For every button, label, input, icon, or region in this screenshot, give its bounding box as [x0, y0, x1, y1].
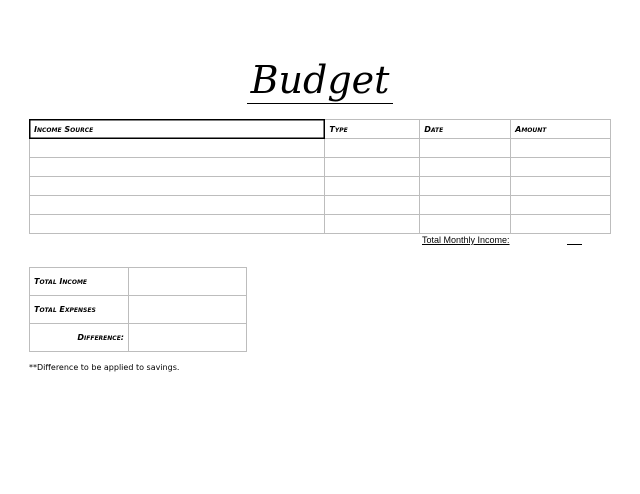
difference-label: Difference:: [30, 324, 129, 352]
total-income-value[interactable]: [129, 268, 247, 296]
savings-note: **Difference to be applied to savings.: [29, 363, 180, 372]
cell-date[interactable]: [420, 196, 511, 215]
header-income-source[interactable]: Income Source: [30, 120, 325, 139]
cell-amount[interactable]: [511, 158, 611, 177]
cell-income-source[interactable]: [30, 158, 325, 177]
cell-type[interactable]: [325, 139, 420, 158]
cell-amount[interactable]: [511, 215, 611, 234]
difference-value[interactable]: [129, 324, 247, 352]
cell-income-source[interactable]: [30, 177, 325, 196]
total-monthly-income-label: Total Monthly Income:: [422, 235, 510, 245]
cell-amount[interactable]: [511, 177, 611, 196]
table-row: [30, 139, 611, 158]
cell-date[interactable]: [420, 139, 511, 158]
cell-type[interactable]: [325, 177, 420, 196]
income-table: [29, 119, 611, 234]
cell-type[interactable]: [325, 196, 420, 215]
table-row: [30, 215, 611, 234]
summary-table: [29, 267, 247, 352]
table-row: [30, 158, 611, 177]
cell-income-source[interactable]: [30, 196, 325, 215]
total-monthly-income-blank[interactable]: [567, 244, 582, 245]
cell-type[interactable]: [325, 158, 420, 177]
title-text: Budget: [247, 58, 394, 104]
cell-income-source[interactable]: [30, 215, 325, 234]
document-title: [0, 58, 640, 102]
cell-date[interactable]: [420, 177, 511, 196]
income-header-row: [30, 120, 611, 139]
total-income-label: Total Income: [30, 268, 129, 296]
table-row: [30, 177, 611, 196]
total-expenses-label: Total Expenses: [30, 296, 129, 324]
cell-date[interactable]: [420, 158, 511, 177]
cell-amount[interactable]: [511, 196, 611, 215]
header-date[interactable]: Date: [420, 120, 511, 139]
cell-income-source[interactable]: [30, 139, 325, 158]
summary-row-total-income: [30, 268, 247, 296]
total-expenses-value[interactable]: [129, 296, 247, 324]
cell-type[interactable]: [325, 215, 420, 234]
summary-row-total-expenses: [30, 296, 247, 324]
cell-date[interactable]: [420, 215, 511, 234]
cell-amount[interactable]: [511, 139, 611, 158]
header-type[interactable]: Type: [325, 120, 420, 139]
table-row: [30, 196, 611, 215]
header-amount[interactable]: Amount: [511, 120, 611, 139]
summary-row-difference: [30, 324, 247, 352]
